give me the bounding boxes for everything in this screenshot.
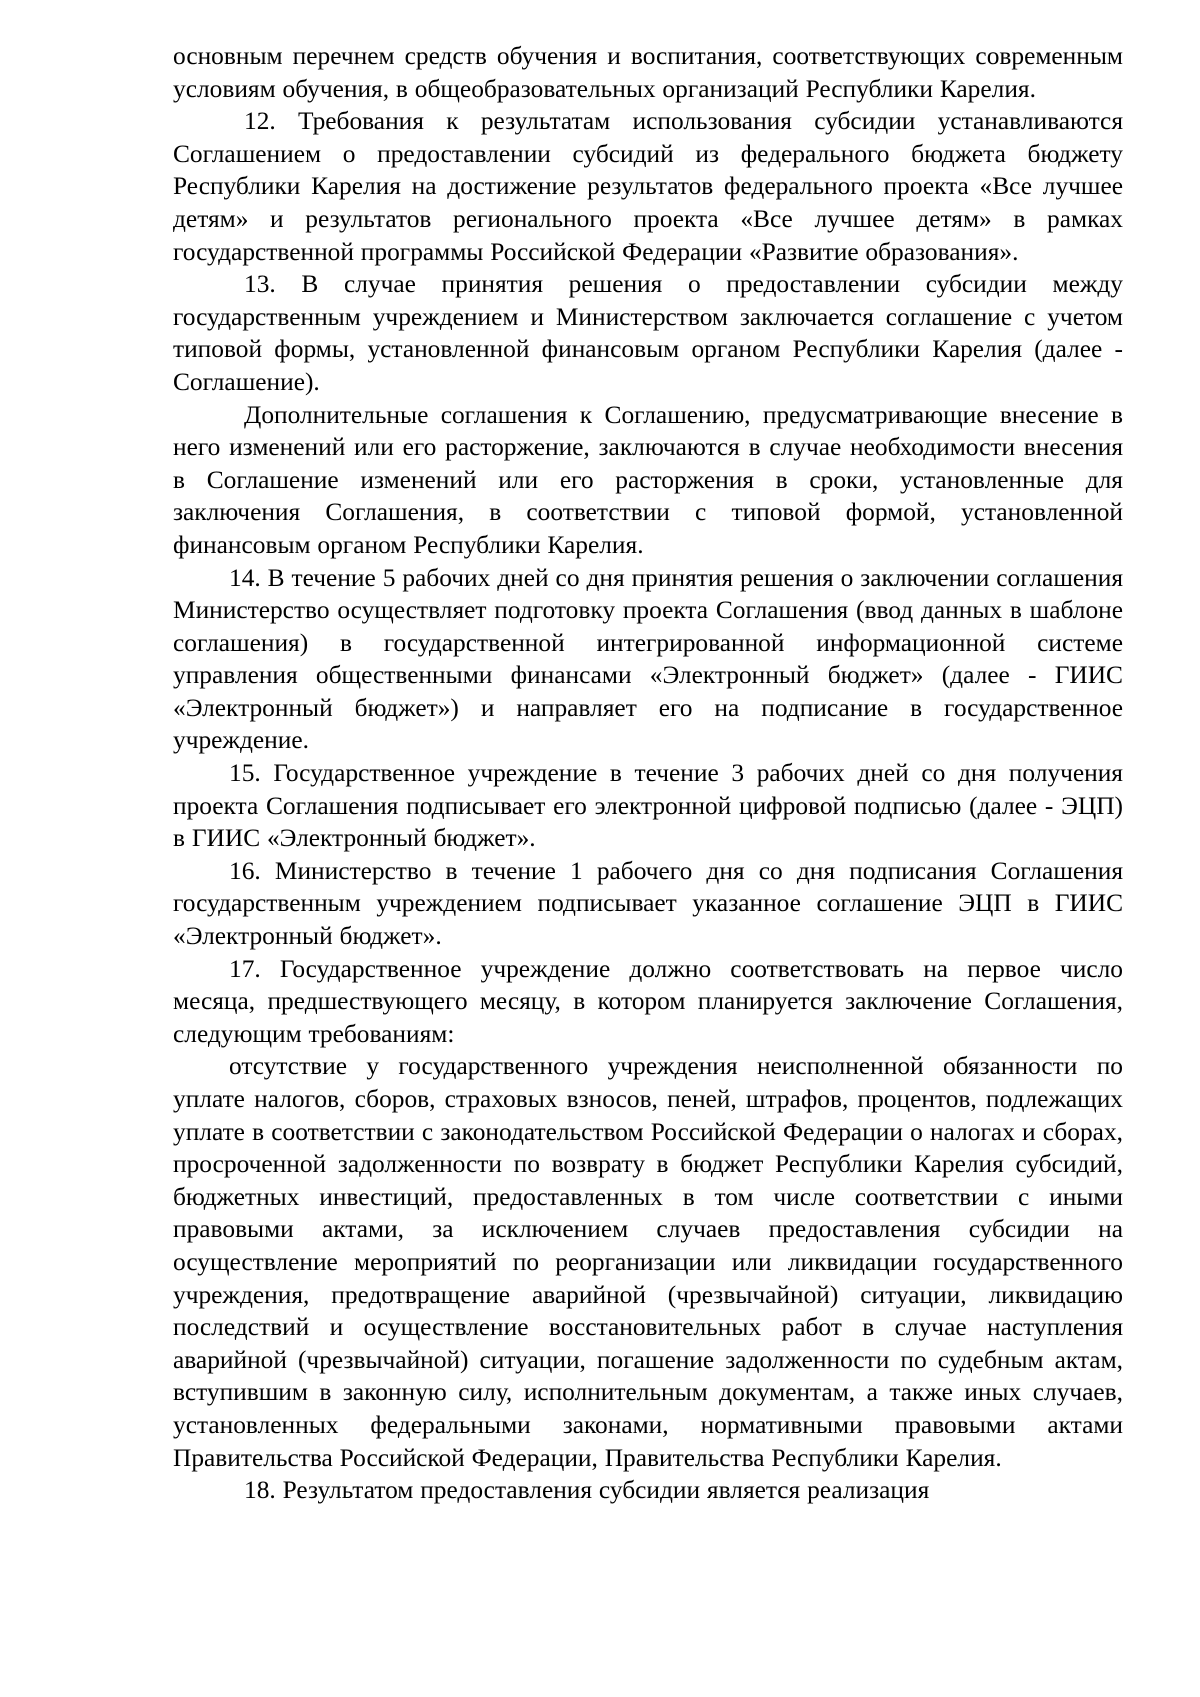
paragraph-item-12: 12. Требования к результатам использования субсидии устанавливаются Соглашением о предоставлении субсидий из федерального бюджета бюджету Республики Карелия на достижение результатов федерального проекта «Все лучшее детям» и результатов регионального проекта «Все лучшее детям» в рамках государственной программы Российской Федерации «Развитие образования». [173,107,1123,266]
paragraph-continuation: основным перечнем средств обучения и воспитания, соответствующих современным условиям обучения, в общеобразовательных организаций Республики Карелия. [173,42,1123,103]
paragraph-item-17: 17. Государственное учреждение должно соответствовать на первое число месяца, предшествующего месяцу, в котором планируется заключение Соглашения, следующим требованиям: [173,954,1123,1048]
paragraph-item-18: 18. Результатом предоставления субсидии является реализация [244,1476,930,1505]
paragraph-item-16: 16. Министерство в течение 1 рабочего дня со дня подписания Соглашения государственным учреждением подписывает указанное соглашение ЭЦП в ГИИС «Электронный бюджет». [173,856,1123,951]
paragraph-requirement-no-debt: отсутствие у государственного учреждения неисполненной обязанности по уплате налогов, сборов, страховых взносов, пеней, штрафов, процентов, подлежащих уплате в соответствии с законодательством Российской Федерации о налогах и сборах, просроченной задолженности по возврату в бюджет Республики Карелия субсидий, бюджетных инвестиций, предоставленных в том числе соответствии с иными правовыми актами, за исключением случаев предоставления субсидии на осуществление мероприятий по реорганизации или ликвидации государственного учреждения, предотвращение аварийной (чрезвычайной) ситуации, ликвидацию последствий и осуществление восстановительных работ в случае наступления аварийной (чрезвычайной) ситуации, погашение задолженности по судебным актам, вступившим в законную силу, исполнительным документам, а также иных случаев, установленных федеральными законами, нормативными правовыми актами Правительства Российской Федерации, Правительства Республики Карелия. [173,1052,1123,1472]
paragraph-item-13: 13. В случае принятия решения о предоставлении субсидии между государственным учреждением и Министерством заключается соглашение с учетом типовой формы, установленной финансовым органом Республики Карелия (далее - Соглашение). [173,270,1123,396]
document-body [173,40,1123,1507]
paragraph-additional-agreements: Дополнительные соглашения к Соглашению, предусматривающие внесение в него изменений или его расторжение, заключаются в случае необходимости внесения в Соглашение изменений или его расторжения в сроки, установленные для заключения Соглашения, в соответствии с типовой формой, установленной финансовым органом Республики Карелия. [173,400,1123,559]
paragraph-item-15: 15. Государственное учреждение в течение 3 рабочих дней со дня получения проекта Соглашения подписывает его электронной цифровой подписью (далее - ЭЦП) в ГИИС «Электронный бюджет». [173,759,1123,853]
paragraph-item-14: 14. В течение 5 рабочих дней со дня принятия решения о заключении соглашения Министерство осуществляет подготовку проекта Соглашения (ввод данных в шаблоне соглашения) в государственной интегрированной информационной системе управления общественными финансами «Электронный бюджет» (далее - ГИИС «Электронный бюджет») и направляет его на подписание в государственное учреждение. [173,563,1123,755]
